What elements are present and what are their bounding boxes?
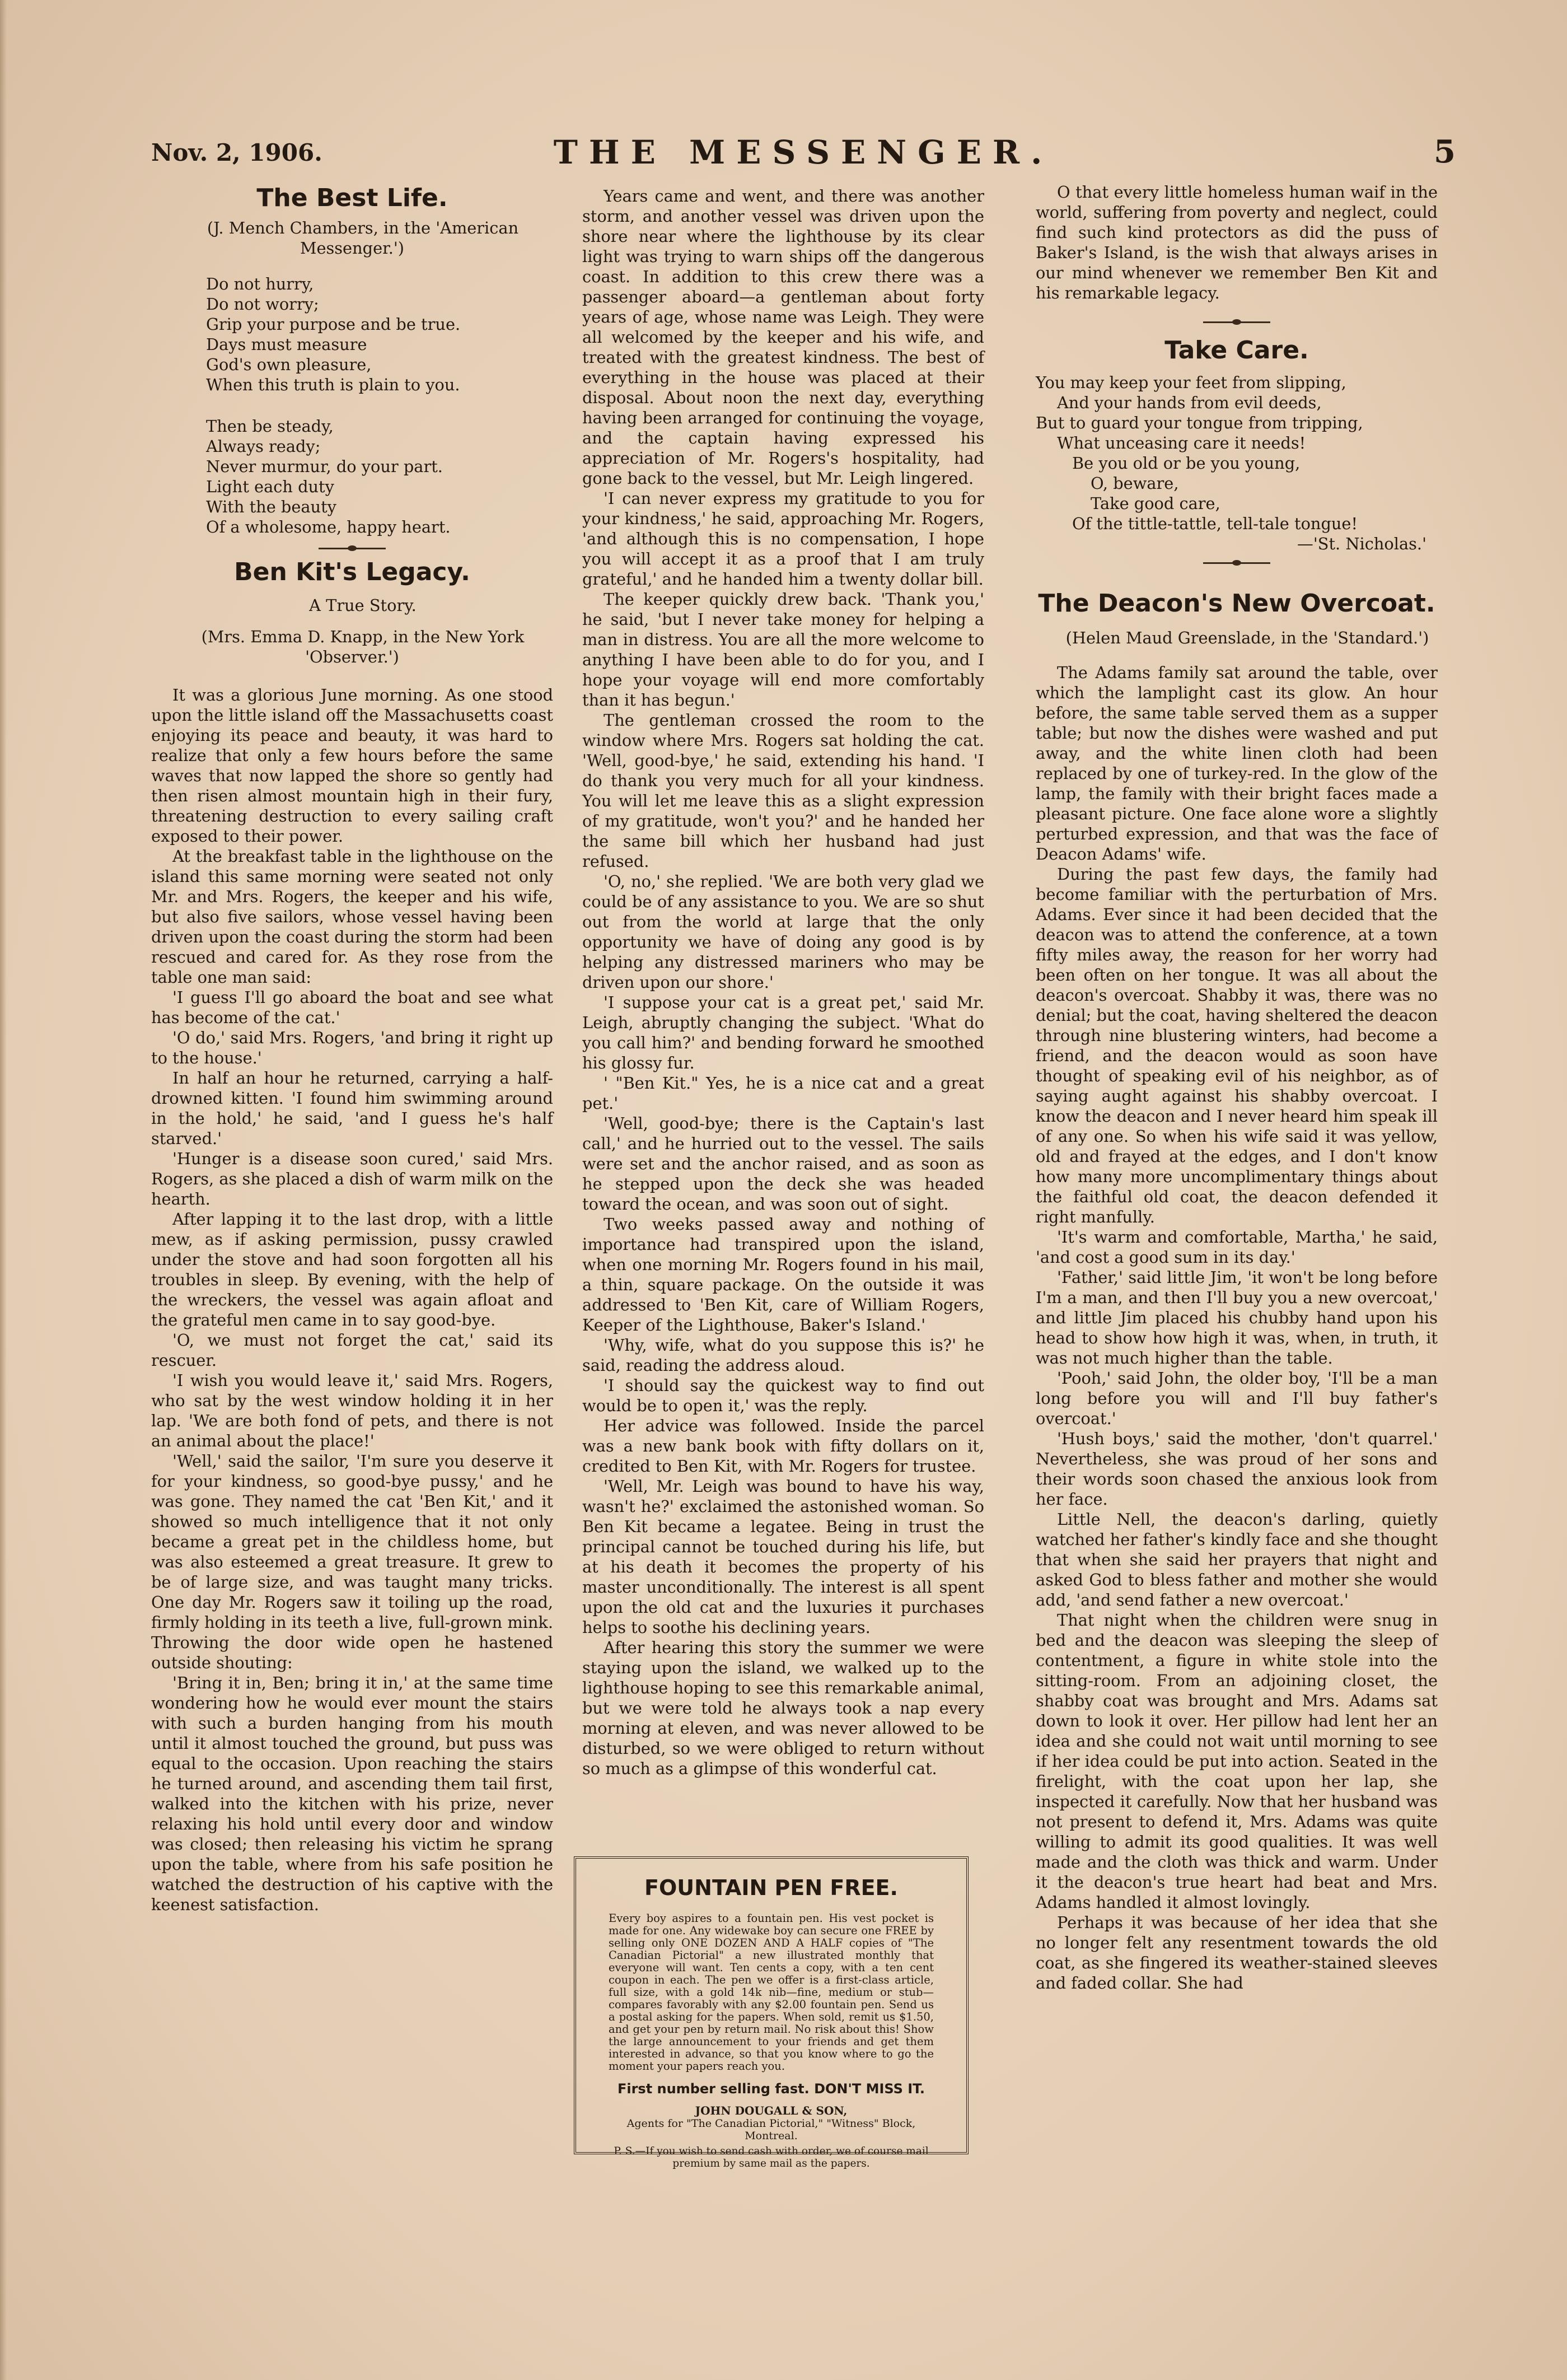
section-divider [151, 544, 553, 553]
column-right [1036, 182, 1438, 1993]
poem-title-best-life: The Best Life. [256, 184, 448, 212]
poem-line: When this truth is plain to you. [206, 375, 460, 394]
poem-line: Grip your purpose and be true. [206, 315, 461, 334]
ad-body: Every boy aspires to a fountain pen. His vest pocket is made for one. Any widewake boy can secure one FREE by selling only ONE DOZEN AND A HALF copies of "The Canadian Pictorial" a new illustrated monthly that everyone will want. Ten cents a copy, with a ten cent coupon in each. The pen we offer is a first-class article, full size, with a gold 14k nib—fine, medium or stub—compares favorably with any $2.00 fountain pen. Send us a postal asking for the papers. When sold, remit us $1.50, and get your pen by return mail. No risk about this! Show the large announcement to your friends and get them interested in advance, so that you know where to go the moment your papers reach you. [609, 1912, 934, 2073]
poem-line: Never murmur, do your part. [206, 457, 443, 476]
poem-line: Take good care, [1091, 494, 1220, 513]
ad-agents: Agents for "The Canadian Pictorial," "Witness" Block, Montreal. [626, 2117, 916, 2142]
poem-line: Then be steady, [206, 417, 334, 436]
poem-line: Be you old or be you young, [1072, 454, 1301, 473]
masthead [151, 133, 1456, 178]
poem-line: Do not worry; [206, 295, 319, 314]
paragraph: At the breakfast table in the lighthouse on the island this same morning were seated not only Mr. and Mrs. Rogers, the keeper and his wife, but also five sailors, whose vessel having been driven upon the coast during the storm had been rescued and cared for. As they rose from the table one man said: [151, 847, 553, 987]
story-subtitle: A True Story. [309, 596, 417, 615]
poem-byline-best-life: (J. Mench Chambers, in the 'American Messenger.') [207, 218, 519, 258]
paragraph: Years came and went, and there was another storm, and another vessel was driven upon the shore near where the lighthouse by its clear light was trying to warn ships off the dangerous coast. In addition to this crew there was a passenger aboard—a gentleman about forty years of age, whose name was Leigh. They were all welcomed by the keeper and his wife, and treated with the greatest kindness. The best of everything in the house was placed at their disposal. About noon the next day, everything having been arranged for continuing the voyage, and the captain having expressed his appreciation of Mr. Rogers's hospitality, had gone back to the vessel, but Mr. Leigh lingered. [582, 186, 984, 488]
paragraph: 'O, we must not forget the cat,' said its rescuer. [151, 1331, 553, 1370]
ad-firm-name: JOHN DOUGALL & SON, [695, 2104, 848, 2117]
paragraph: Little Nell, the deacon's darling, quietly watched her father's kindly face and she thought that when she said her prayers that night and asked God to bless father and mother she would add, 'and send father a new overcoat.' [1036, 1510, 1438, 1609]
poem-line: Of a wholesome, happy heart. [206, 517, 451, 536]
poem-line: And your hands from evil deeds, [1057, 393, 1322, 412]
issue-date: Nov. 2, 1906. [151, 139, 322, 166]
paragraph: 'Pooh,' said John, the older boy, 'I'll be a man long before you will and I'll buy father's overcoat.' [1036, 1369, 1438, 1428]
paragraph: 'Hunger is a disease soon cured,' said Mrs. Rogers, as she placed a dish of warm milk on the hearth. [151, 1149, 553, 1208]
poem-line: Days must measure [206, 335, 367, 354]
paragraph: The gentleman crossed the room to the window where Mrs. Rogers sat holding the cat. 'Well, good-bye,' he said, extending his hand. 'I do thank you very much for all your kindness. You will let me leave this as a slight expression of my gratitude, won't you?' and he handed her the same bill which her husband had just refused. [582, 711, 984, 871]
poem-title-take-care: Take Care. [1164, 336, 1309, 365]
paragraph: That night when the children were snug in bed and the deacon was sleeping the sleep of contentment, a figure in white stole into the sitting-room. From an adjoining closet, the shabby coat was brought and Mrs. Adams sat down to look it over. Her pillow had lent her an idea and she could not wait until morning to see if her idea could be put into action. Seated in the firelight, with the coat upon her lap, she inspected it carefully. Now that her husband was not present to defend it, Mrs. Adams was quite willing to admit its good qualities. It was well made and the cloth was thick and warm. Under it the deacon's true heart had beat and Mrs. Adams handled it almost lovingly. [1036, 1611, 1438, 1912]
paragraph: ' "Ben Kit." Yes, he is a nice cat and a great pet.' [582, 1074, 984, 1113]
paragraph: 'Hush boys,' said the mother, 'don't quarrel.' Nevertheless, she was proud of her sons and their words soon chased the anxious look from her face. [1036, 1429, 1438, 1509]
paragraph: 'Why, wife, what do you suppose this is?' he said, reading the address aloud. [582, 1336, 984, 1375]
ad-postscript: P. S.—If you wish to send cash with order, we of course mail premium by same mail as the papers. [614, 2145, 929, 2169]
poem-line: What unceasing care it needs! [1057, 433, 1306, 452]
paragraph: 'Well, good-bye; there is the Captain's last call,' and he hurried out to the vessel. The sails were set and the anchor raised, and as soon as he stepped upon the deck she was headed toward the ocean, and was soon out of sight. [582, 1114, 984, 1214]
newspaper-title: THE MESSENGER. [553, 133, 1054, 171]
paragraph: It was a glorious June morning. As one stood upon the little island off the Massachusetts coast enjoying its peace and beauty, it was hard to realize that only a few hours before the same waves that now lapped the shore so gently had then risen almost mountain high in their fury, threatening destruction to every sailing craft exposed to their power. [151, 685, 553, 846]
story-title-ben-kit: Ben Kit's Legacy. [234, 558, 470, 586]
section-divider [1036, 558, 1438, 567]
poem-stanza-2 [151, 416, 553, 537]
paragraph: 'I suppose your cat is a great pet,' said Mr. Leigh, abruptly changing the subject. 'What do you call him?' and bending forward he smoothed his glossy fur. [582, 993, 984, 1072]
column-left [151, 182, 553, 1915]
paragraph: 'Father,' said little Jim, 'it won't be long before I'm a man, and then I'll buy you a new overcoat,' and little Jim placed his chubby hand upon his head to show how high it was, when, in truth, it was not much higher than the table. [1036, 1268, 1438, 1368]
paragraph: The keeper quickly drew back. 'Thank you,' he said, 'but I never take money for helping a man in distress. You are all the more welcome to anything I have been able to do for you, and I hope your voyage will end more comfortably than it has begun.' [582, 590, 984, 710]
poem-stanza-1 [151, 274, 553, 395]
paragraph: 'I should say the quickest way to find out would be to open it,' was the reply. [582, 1376, 984, 1415]
story-byline-deacon: (Helen Maud Greenslade, in the 'Standard.') [1065, 628, 1429, 647]
paragraph: After hearing this story the summer we were staying upon the island, we walked up to the lighthouse hoping to see this remarkable animal, but we were told he always took a nap every morning at eleven, and was never allowed to be disturbed, so we were obliged to return without so much as a glimpse of this wonderful cat. [582, 1638, 984, 1778]
paragraph: Her advice was followed. Inside the parcel was a new bank book with fifty dollars on it, credited to Ben Kit, with Mr. Rogers for trustee. [582, 1416, 984, 1476]
column-middle [582, 186, 984, 1779]
poem-line: You may keep your feet from slipping, [1036, 373, 1346, 392]
ad-title: FOUNTAIN PEN FREE. [644, 1875, 898, 1900]
paragraph: 'I guess I'll go aboard the boat and see what has become of the cat.' [151, 988, 553, 1027]
poem-line: With the beauty [206, 497, 336, 516]
story-byline-ben-kit: (Mrs. Emma D. Knapp, in the New York 'Observer.') [201, 627, 525, 666]
section-divider [1036, 318, 1438, 326]
poem-take-care [1036, 372, 1438, 554]
ad-tagline: First number selling fast. DON'T MISS IT. [617, 2081, 925, 2097]
page-number: 5 [1434, 133, 1456, 170]
paragraph: Perhaps it was because of her idea that she no longer felt any resentment towards the old coat, as she fingered its weather-stained sleeves and faded collar. She had [1036, 1913, 1438, 1992]
story-body-ben-kit-part1 [151, 685, 553, 1915]
paragraph: 'O, no,' she replied. 'We are both very glad we could be of any assistance to you. We are so shut out from the world at large that the only opportunity we have of doing any good is by helping any distressed mariners who may be driven upon our shore.' [582, 872, 984, 992]
paragraph: During the past few days, the family had become familiar with the perturbation of Mrs. Adams. Ever since it had been decided that the deacon was to attend the conference, at a town fifty miles away, the reason for her worry had been often on her tongue. It was all about the deacon's overcoat. Shabby it was, there was no denial; but the coat, having sheltered the deacon through nine blustering winters, had become a friend, and the deacon would as soon have thought of speaking evil of his neighbor, as of saying aught against his shabby overcoat. I know the deacon and I never heard him speak ill of any one. So when his wife said it was yellow, old and frayed at the edges, and I don't know how many more uncomplimentary things about the faithful old coat, the deacon defended it right manfully. [1036, 865, 1438, 1226]
paragraph: After lapping it to the last drop, with a little mew, as if asking permission, pussy crawled under the stove and had soon forgotten all his troubles in sleep. By evening, with the help of the wreckers, the vessel was again afloat and the grateful men came in to say good-bye. [151, 1210, 553, 1329]
poem-attribution: —'St. Nicholas.' [1297, 534, 1426, 553]
paragraph: The Adams family sat around the table, over which the lamplight cast its glow. An hour before, the same table served them as a supper table; but now the dishes were washed and put away, and the white linen cloth had been replaced by one of turkey-red. In the glow of the lamp, the family with their bright faces made a pleasant picture. One face alone wore a slightly perturbed expression, and that was the face of Deacon Adams' wife. [1036, 663, 1438, 864]
fountain-pen-advertisement [574, 1856, 969, 2169]
paragraph: Two weeks passed away and nothing of importance had transpired upon the island, when one morning Mr. Rogers found in his mail, a thin, square package. On the outside it was addressed to 'Ben Kit, care of William Rogers, Keeper of the Lighthouse, Baker's Island.' [582, 1215, 984, 1334]
paragraph: 'Well,' said the sailor, 'I'm sure you deserve it for your kindness, so good-bye pussy,' and he was gone. They named the cat 'Ben Kit,' and it showed so much intelligence that it not only became a great pet in the childless home, but was also esteemed a great treasure. It grew to be of large size, and was taught many tricks. One day Mr. Rogers saw it toiling up the road, firmly holding in its teeth a live, full-grown mink. Throwing the door wide open he hastened outside shouting: [151, 1452, 553, 1672]
story-title-deacon: The Deacon's New Overcoat. [1038, 589, 1435, 618]
paragraph: In half an hour he returned, carrying a half-drowned kitten. 'I found him swimming around in the hold,' he said, 'and I guess he's half starved.' [151, 1068, 553, 1148]
paragraph: 'I can never express my gratitude to you for your kindness,' he said, approaching Mr. Rogers, 'and although this is no compensation, I hope you will accept it as a proof that I am truly grateful,' and he handed him a twenty dollar bill. [582, 489, 984, 589]
poem-line: Of the tittle-tattle, tell-tale tongue! [1072, 514, 1358, 533]
poem-line: O, beware, [1091, 474, 1179, 493]
paragraph: 'Well, Mr. Leigh was bound to have his way, wasn't he?' exclaimed the astonished woman. So Ben Kit became a legatee. Being in trust the principal cannot be touched during his life, but at his death it becomes the property of his master unconditionally. The interest is all spent upon the old cat and the luxuries it purchases helps to soothe his declining years. [582, 1477, 984, 1637]
poem-line: Do not hurry, [206, 274, 314, 293]
paragraph: 'Bring it in, Ben; bring it in,' at the same time wondering how he would ever mount the stairs with such a burden hanging from his mouth until it almost touched the ground, but puss was equal to the occasion. Upon reaching the stairs he turned around, and ascending them tail first, walked into the kitchen with his prize, never relaxing his hold until every door and window was closed; then releasing his victim he sprang upon the table, where from his safe position he watched the destruction of his captive with the keenest satisfaction. [151, 1673, 553, 1914]
poem-line: But to guard your tongue from tripping, [1036, 413, 1363, 432]
poem-line: God's own pleasure, [206, 355, 372, 374]
paragraph: 'O do,' said Mrs. Rogers, 'and bring it right up to the house.' [151, 1028, 553, 1067]
paragraph: O that every little homeless human waif in the world, suffering from poverty and neglect, could find such kind protectors as did the puss of Baker's Island, is the wish that always arises in our mind whenever we remember Ben Kit and his remarkable legacy. [1036, 183, 1438, 302]
story-body-deacon [1036, 662, 1438, 1993]
poem-line: Light each duty [206, 477, 334, 496]
paragraph: 'It's warm and comfortable, Martha,' he said, 'and cost a good sum in its day.' [1036, 1228, 1438, 1267]
poem-line: Always ready; [206, 437, 321, 456]
paragraph: 'I wish you would leave it,' said Mrs. Rogers, who sat by the west window holding it in her lap. 'We are both fond of pets, and there is not an animal about the place!' [151, 1371, 553, 1450]
page-edge-shadow [0, 0, 7, 2380]
